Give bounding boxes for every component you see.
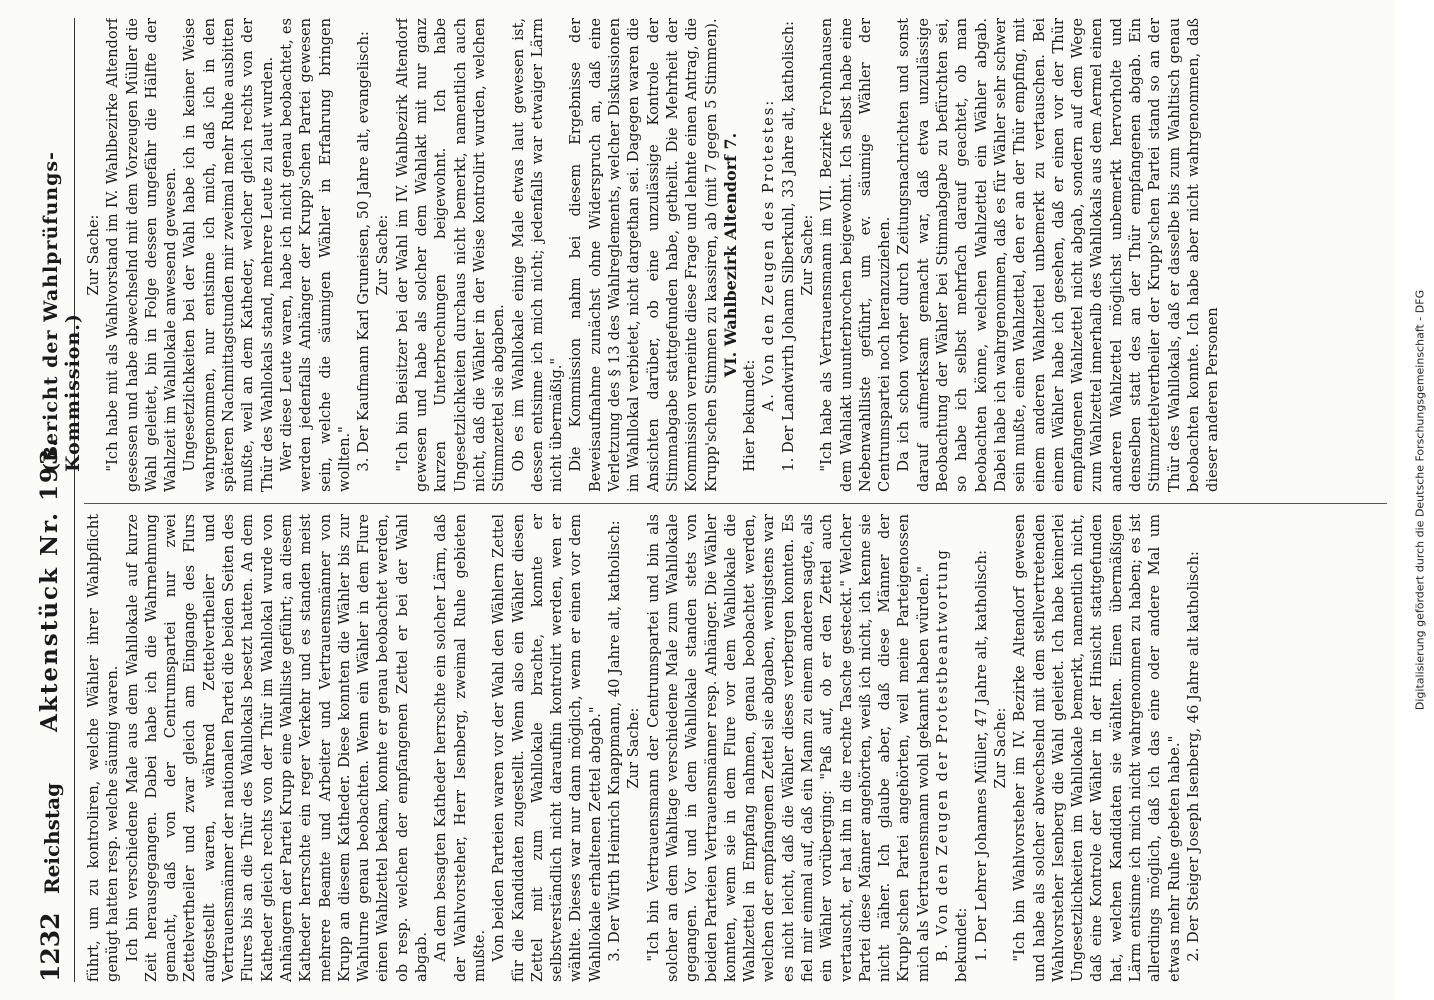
paragraph: "Ich bin Wahlvorsteher im IV. Bezirke Altendorf gewesen und habe als solcher abwechselnd mit dem stellvertretenden Wahlvorsteher Isenberg die Wahl geleitet. Ich habe keinerlei Ungesetzlichkeiten im Wahllokale bemerkt, namentlich nicht, daß eine Kontrole der Wähler in der Hinsicht stattgefunden hat, welchen Kandidaten sie wählten. Einen übermäßigen Lärm entsinne ich mich nicht wahrgenommen zu haben; es ist allerdings möglich, daß ich das eine oder andere Mal um etwas mehr Ruhe gebeten habe." [1011,514,1183,982]
right-text-column [84,18,1389,492]
witness-heading: 3. Der Kaufmann Karl Gruneisen, 50 Jahre alt, evangelisch: [355,31,373,472]
header-bericht: (Bericht der Wahlprüfungs-Kommission.) [40,151,84,472]
witness-heading: 1. Der Landwirth Johann Silberkuhl, 33 Jahre alt, katholisch: [779,21,797,472]
paragraph: "Ich bin Beisitzer bei der Wahl im IV. Wahlbezirk Altendorf gewesen und habe als solcher dem Wahlakt mit nur ganz kurzen Unterbrechungen beigewohnt. Ich habe Ungesetzlichkeiten durchaus nicht bemerkt, namentlich auch nicht, daß die Wähler in der Weise kontrolirt wurden, welchen Stimmzettel sie abgaben. [393,18,508,492]
zur-sache-heading: Zur Sache: [991,707,1009,789]
paragraph: An dem besagten Katheder herrschte ein solcher Lärm, daß der Wahlvorsteher, Herr Isenberg, zweimal Ruhe gebieten mußte. [432,514,488,982]
paragraph: Ich bin verschiedene Male aus dem Wahllokale auf kurze Zeit herausgegangen. Dabei habe ich die Wahrnehmung gemacht, daß von der Centrumspartei nur zwei Zettelvertheiler und zwar gleich am Eingange des Flurs aufgestellt waren, während Zettelvertheiler und Vertrauensmänner der nationalen Partei die beiden Seiten des Flures bis an die Thür des Wahllokals besetzt hatten. An dem Katheder gleich rechts von der Thür im Wahllokal wurde von Anhängern der Partei Krupp eine Wahlliste geführt; an diesem Katheder herrschte ein reger Verkehr und es standen meist mehrere Beamte und Arbeiter und Vertrauensmänner von Krupp an diesem Katheder. Diese konnten die Wähler bis zur Wahlurne genau beobachten. Wenn ein Wähler in dem Flure einen Wahlzettel bekam, konnte er genau beobachtet werden, ob resp. welchen der empfangenen Zettel er bei der Wahl abgab. [123,514,431,982]
paragraph: Da ich schon vorher durch Zeitungsnachrichten und sonst darauf aufmerksam gemacht war, daß etwa unzulässige Beobachtung der Wähler bei Stimmabgabe zu befürchten sei, so habe ich selbst mehrfach darauf geachtet, ob man beobachten könne, welchen Wahlzettel ein Wähler abgab. Dabei habe ich wahrgenommen, daß es für Wähler sehr schwer sein mußte, einen Wahlzettel, den er an der Thür empfing, mit einem anderen Wahlzettel unbemerkt zu vertauschen. Bei einem Wähler habe ich gesehen, daß er einen vor der Thür empfangenen Wahlzettel nicht abgab, sondern auf dem Wege zum Wahlzettel innerhalb des Wahllokals aus dem Aermel einen anderen Wahlzettel möglichst unbemerkt hervorholte und denselben statt des an der Thür empfangenen abgab. Ein Stimmzettelvertheiler der Krupp'schen Partei stand so an der Thür des Wahllokals, daß er dasselbe bis zum Wahltisch genau beobachten konnte. Ich habe aber nicht wahrgenommen, daß dieser anderen Personen [895,18,1222,492]
paragraph: "Ich habe als Vertrauensmann im VII. Bezirke Frohnhausen dem Wahlakt ununterbrochen beigewohnt. Ich selbst habe eine Nebenwahlliste geführt, um ev. säumige Wähler der Centrumspartei noch heranzuziehen. [818,18,894,492]
zur-sache-heading: Zur Sache: [798,214,816,296]
paragraph: führt, um zu kontroliren, welche Wähler ihrer Wahlpflicht genügt hatten resp. welche säumig waren. [85,514,122,982]
zur-sache-heading: Zur Sache: [625,707,643,789]
column-divider [84,503,1387,504]
witness-heading: 1. Der Lehrer Johannes Müller, 47 Jahre alt, katholisch: [972,550,990,962]
paragraph: "Ich habe mit als Wahlvorstand im IV. Wahlbezirke Altendorf gesessen und habe abwechselnd mit dem Vorzeugen Müller die Wahl geleitet, bin in Folge dessen ungefähr die Hälfte der Wahlzeit im Wahllokale anwesend gewesen. [104,18,180,492]
section-heading-b: B. Von den Zeugen der Protestbeantwortung [934,548,952,962]
dfg-credit-text: Digitalisierung gefördert durch die Deutsche Forschungsgemeinschaft - DFG [1413,289,1427,711]
paragraph: Ob es im Wahllokale einige Male etwas laut gewesen ist, dessen entsinne ich mich nicht; jedenfalls war etwaiger Lärm nicht übermäßig." [509,18,566,492]
header-aktenstueck: Aktenstück Nr. 193. [36,436,63,732]
paragraph: Von beiden Parteien waren vor der Wahl den Wählern Zettel für die Kandidaten zugestellt. Wenn also ein Wähler diesen Zettel mit zum Wahllokale brachte, konnte er selbstverständlich nicht daraufhin kontrolirt werden, wen er wählte. Dieses war nur dann möglich, wenn er einen vor dem Wahllokale erhaltenen Zettel abgab." [490,514,604,982]
witness-heading: 3. Der Wirth Heinrich Knappmann, 40 Jahre alt, katholisch: [606,520,624,962]
zur-sache-heading: Zur Sache: [85,214,102,296]
page-number: 1232 [36,912,65,982]
hier-bekundet-line: Hier bekundet: [741,359,759,472]
zur-sache-heading: Zur Sache: [374,214,392,296]
paragraph: "Ich bin Vertrauensmann der Centrumspartei und bin als solcher an dem Wahltage verschiedene Male zum Wahllokale gegangen. Vor und in dem Wahllokale standen stets von beiden Parteien Vertrauensmänner resp. Anhänger. Die Wähler konnten, wenn sie in dem Flure vor dem Wahllokale die Wahlzettel in Empfang nahmen, genau beobachtet werden, welchen der empfangenen Zettel sie abgaben, wenigstens war es nicht leicht, daß die Wähler dieses verbergen konnten. Es fiel mir einmal auf, daß ein Mann zu einem anderen sagte, als ein Wähler vorüberging: "Paß auf, ob er den Zettel auch vertauscht, er hat ihn in die rechte Tasche gesteckt." Welcher Partei diese Männer angehörten, weiß ich nicht, ich kenne sie nicht näher. Ich glaube aber, daß diese Männer der Krupp'schen Partei angehörten, weil meine Parteigenossen mich als Vertrauensmann wohl gekannt haben würden." [644,514,932,982]
paragraph: Wer diese Leute waren, habe ich nicht genau beobachtet, es werden jedenfalls Anhänger der Krupp'schen Partei gewesen sein, welche die säumigen Wähler in Erfahrung bringen wollten." [277,18,353,492]
section-heading-a: A. Von den Zeugen des Protestes: [760,98,778,412]
left-text-column [84,514,1389,982]
digitization-credit [1408,8,1432,992]
paragraph: Die Kommission nahm bei diesem Ergebnisse der Beweisaufnahme zunächst ohne Widerspruch an, daß eine Verletzung des § 13 des Wahlreglements, welcher Diskussionen im Wahllokal verbietet, nicht dargethan sei. Dagegen waren die Ansichten darüber, ob eine unzulässige Kontrole der Stimmabgabe stattgefunden habe, getheilt. Die Mehrheit der Kommission verneinte diese Frage und lehnte einen Antrag, die Krupp'schen Stimmen zu kassiren, ab (mit 7 gegen 5 Stimmen). [567,18,720,492]
bekundet-line: bekundet: [953,907,971,982]
header-reichstag: Reichstag [40,782,64,894]
witness-heading: 2. Der Steiger Joseph Isenberg, 46 Jahre alt katholisch: [1184,551,1202,962]
page-header [30,18,84,982]
paragraph: Ungesetzlichkeiten bei der Wahl habe ich in keiner Weise wahrgenommen, nur entsinne ich mich, daß ich in den späteren Nachmittagstunden mir zweimal mehr Ruhe ausbitten mußte, weil an dem Katheder, welcher gleich rechts von der Thür des Wahllokals stand, mehrere Leute zu laut wurden. [181,18,276,492]
section-heading-vi: VI. Wahlbezirk Altendorf 7. [720,132,740,378]
